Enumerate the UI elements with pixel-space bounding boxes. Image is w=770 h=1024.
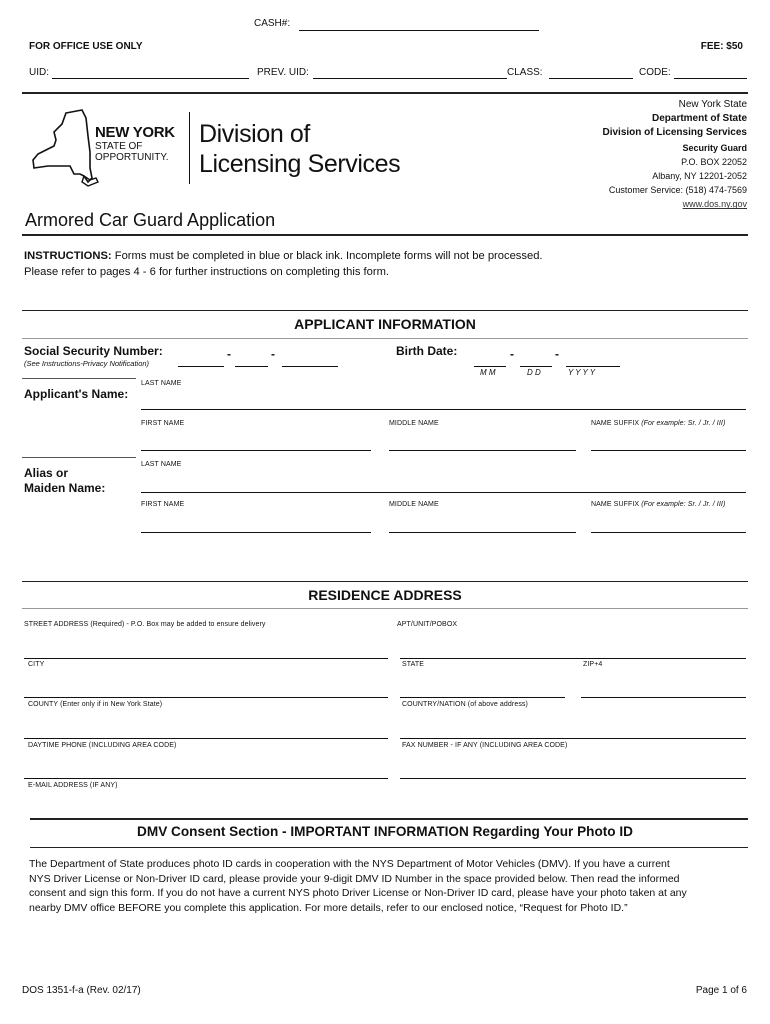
birth-year-field[interactable] xyxy=(566,366,620,367)
applicant-heading-rule xyxy=(22,338,748,339)
residence-heading-rule xyxy=(22,608,748,609)
county-field[interactable] xyxy=(24,738,388,739)
agency-pobox: P.O. BOX 22052 xyxy=(681,156,747,167)
instructions-label: INSTRUCTIONS: xyxy=(24,250,112,262)
dmv-heading-rule xyxy=(30,847,748,848)
birth-dash2: - xyxy=(555,347,559,361)
alias-last-name-field[interactable] xyxy=(141,492,746,493)
agency-state: New York State xyxy=(678,99,747,110)
form-title: Armored Car Guard Application xyxy=(25,210,276,230)
daytime-phone-field[interactable] xyxy=(24,778,388,779)
ssn-dash2: - xyxy=(271,347,275,361)
cash-label: CASH#: xyxy=(254,18,291,29)
street-field[interactable] xyxy=(24,658,388,659)
dmv-heading: DMV Consent Section - IMPORTANT INFORMATION Regarding Your Photo ID xyxy=(137,824,633,839)
applicant-heading: APPLICANT INFORMATION xyxy=(294,316,476,332)
apt-label: APT/UNIT/POBOX xyxy=(397,621,458,628)
city-label: CITY xyxy=(28,661,45,668)
birth-dd-hint: D D xyxy=(527,368,541,377)
division-logo-line2: Licensing Services xyxy=(199,150,401,178)
last-name-label: LAST NAME xyxy=(141,380,182,387)
street-label: STREET ADDRESS (Required) - P.O. Box may be added to ensure delivery xyxy=(24,621,266,628)
ssn-part1-field[interactable] xyxy=(178,366,224,367)
code-field[interactable] xyxy=(674,78,747,79)
fax-label: FAX NUMBER - IF ANY (INCLUDING AREA CODE) xyxy=(402,742,568,749)
city-field[interactable] xyxy=(24,697,388,698)
title-divider xyxy=(22,234,748,236)
applicant-top-rule xyxy=(22,310,748,311)
uid-field[interactable] xyxy=(52,78,249,79)
zip-field[interactable] xyxy=(581,697,746,698)
dmv-paragraph xyxy=(29,857,687,915)
first-name-field[interactable] xyxy=(141,450,371,451)
alias-suffix-label xyxy=(591,501,725,508)
alias-label-line1: Alias or xyxy=(24,466,69,480)
agency-department: Department of State xyxy=(651,113,747,125)
birth-date-label: Birth Date: xyxy=(396,344,458,358)
header-divider xyxy=(22,92,748,94)
logo-divider xyxy=(189,112,190,184)
agency-address-block xyxy=(603,98,748,212)
ny-logo-line2: STATE OF xyxy=(95,141,143,152)
code-label: CODE: xyxy=(639,67,671,78)
applicant-name-label: Applicant's Name: xyxy=(24,387,129,401)
name-left-rule xyxy=(22,378,136,379)
dmv-line3: consent and sign this form. If you do not have a current NYS photo Driver License or Non-Driver ID card, please have your photo taken at any xyxy=(29,887,687,899)
state-label: STATE xyxy=(402,661,425,668)
country-label: COUNTRY/NATION (of above address) xyxy=(402,701,528,708)
ssn-dash1: - xyxy=(227,347,231,361)
ssn-label: Social Security Number: xyxy=(24,344,163,358)
middle-name-field[interactable] xyxy=(389,450,576,451)
alias-suffix-text: NAME SUFFIX xyxy=(591,501,640,508)
agency-phone: Customer Service: (518) 474-7569 xyxy=(608,185,747,196)
daytime-phone-label: DAYTIME PHONE (INCLUDING AREA CODE) xyxy=(28,742,177,749)
state-field[interactable] xyxy=(400,697,565,698)
zip-label: ZIP+4 xyxy=(583,661,603,668)
alias-middle-name-field[interactable] xyxy=(389,532,576,533)
email-label: E-MAIL ADDRESS (IF ANY) xyxy=(28,782,118,789)
fax-field[interactable] xyxy=(400,778,746,779)
apt-field[interactable] xyxy=(400,658,746,659)
birth-dash1: - xyxy=(510,347,514,361)
ssn-part2-field[interactable] xyxy=(235,366,268,367)
prev-uid-field[interactable] xyxy=(313,78,507,79)
uid-label: UID: xyxy=(29,67,49,78)
instructions-text1: Forms must be completed in blue or black ink. Incomplete forms will not be processed. xyxy=(111,250,543,262)
alias-suffix-example: (For example: Sr. / Jr. / III) xyxy=(639,501,726,508)
birth-day-field[interactable] xyxy=(520,366,552,367)
birth-month-field[interactable] xyxy=(474,366,506,367)
alias-suffix-field[interactable] xyxy=(591,532,746,533)
dmv-line4: nearby DMV office BEFORE you complete this application. For more details, refer to our enclosed notice, “Request for Photo ID.” xyxy=(29,901,628,914)
dmv-top-rule xyxy=(30,818,748,820)
name-suffix-field[interactable] xyxy=(591,450,746,451)
class-field[interactable] xyxy=(549,78,633,79)
birth-mm-hint: M M xyxy=(480,368,496,377)
alias-first-name-field[interactable] xyxy=(141,532,371,533)
agency-unit: Security Guard xyxy=(682,142,747,153)
ssn-part3-field[interactable] xyxy=(282,366,338,367)
residence-heading: RESIDENCE ADDRESS xyxy=(308,587,462,603)
ssn-note: (See Instructions-Privacy Notification) xyxy=(24,359,150,368)
agency-city: Albany, NY 12201-2052 xyxy=(652,171,747,182)
page-number: Page 1 of 6 xyxy=(695,985,747,996)
dmv-line2: NYS Driver License or Non-Driver ID card, please provide your 9-digit DMV ID Number in the space provided below. Then read the informed xyxy=(29,872,680,885)
cash-field[interactable] xyxy=(299,30,539,31)
new-york-state-map-icon xyxy=(30,108,100,190)
name-suffix-label xyxy=(591,420,725,427)
alias-left-rule xyxy=(22,457,136,458)
division-logo-line1: Division of xyxy=(199,120,310,148)
middle-name-label: MIDDLE NAME xyxy=(389,420,439,427)
name-suffix-example: (For example: Sr. / Jr. / III) xyxy=(639,420,726,427)
form-number: DOS 1351-f-a (Rev. 02/17) xyxy=(22,985,141,996)
ny-logo-line1: NEW YORK xyxy=(95,124,175,141)
office-use-label: FOR OFFICE USE ONLY xyxy=(29,41,143,52)
country-field[interactable] xyxy=(400,738,746,739)
first-name-label: FIRST NAME xyxy=(141,420,185,427)
last-name-field[interactable] xyxy=(141,409,746,410)
birth-yyyy-hint: Y Y Y Y xyxy=(568,368,596,377)
dmv-line1: The Department of State produces photo ID cards in cooperation with the NYS Department of Motor Vehicles (DMV). If you have a current xyxy=(29,858,670,870)
alias-middle-name-label: MIDDLE NAME xyxy=(389,501,439,508)
agency-division: Division of Licensing Services xyxy=(602,127,747,139)
ny-logo-line3: OPPORTUNITY. xyxy=(95,152,169,163)
instructions-line1 xyxy=(24,250,543,262)
prev-uid-label: PREV. UID: xyxy=(257,67,309,78)
name-suffix-text: NAME SUFFIX xyxy=(591,420,640,427)
instructions-line2: Please refer to pages 4 - 6 for further instructions on completing this form. xyxy=(24,266,390,278)
agency-website-link[interactable]: www.dos.ny.gov xyxy=(682,199,747,210)
alias-last-name-label: LAST NAME xyxy=(141,461,182,468)
county-label: COUNTY (Enter only if in New York State) xyxy=(28,701,163,708)
residence-top-rule xyxy=(22,581,748,582)
alias-label-line2: Maiden Name: xyxy=(24,481,106,495)
class-label: CLASS: xyxy=(507,67,543,78)
fee-label: FEE: $50 xyxy=(700,41,743,52)
alias-first-name-label: FIRST NAME xyxy=(141,501,185,508)
